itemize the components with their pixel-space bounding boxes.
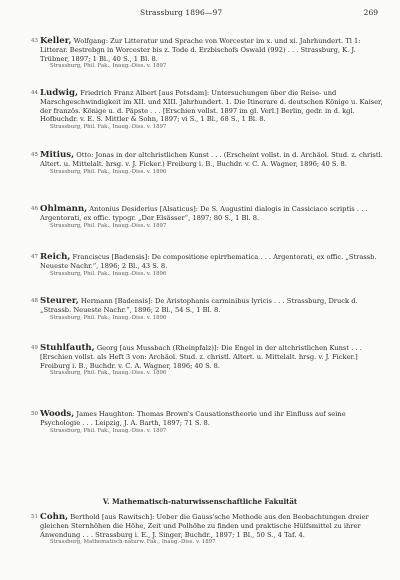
entry-source: Strassburg, Phil. Fak., Inaug.-Diss. v. 1896 [50, 314, 167, 321]
entry-source: Strassburg, Phil. Fak., Inaug.-Diss. v. 1897 [50, 63, 167, 70]
entry [31, 296, 385, 322]
entry-text: James Haughton: Thomas Brown's Causationstheorie und ihr Einfluss auf seine Psychologie . . . Leipzig, J. A. Barth, 1897; 71 S. 8. [40, 410, 346, 427]
entry [31, 343, 385, 377]
entry-number: 44 [31, 90, 38, 96]
entry-number: 49 [31, 345, 38, 351]
entry-text: Georg [aus Mussbach (Rheinpfalz)]: Die Engel in der altchristlichen Kunst . . . [Erschien vollst. als Heft 3 von: Archäol. Stud. z. christl. Altert. u. Mittelalt. hrsg. v. J. Ficker.] Freiburg i. B., Buchdr. v. C. A. Wagner, 1896; 40 S. 8. [40, 344, 362, 370]
entry-author: Mitius, [40, 150, 75, 160]
entry [31, 204, 385, 230]
entry-text: Hermann [Badensis]: De Aristophanis carminibus lyricis . . . Strassburg, Druck d. „Strassb. Neueste Nachr.“, 1896; 2 Bl., 54 S., 1 Bl. 8. [40, 297, 358, 314]
entry-number: 50 [31, 411, 38, 417]
running-title: Strassburg 1896—97 [140, 8, 223, 17]
section-heading: V. Mathematisch-naturwissenschaftliche Fakultät [102, 497, 298, 506]
entry-source: Strassburg, Phil. Fak., Inaug.-Diss. v. 1896 [50, 270, 167, 277]
page-header [0, 6, 400, 20]
entry-author: Woods, [40, 409, 75, 419]
entry-text: Friedrich Franz Albert [aus Potsdam]: Untersuchungen über die Reise- und Marschgeschwindigkeit im XII. und XIII. Jahrhundert. 1. Die Itinerare d. deutschen Könige u. Kaiser, der franzōs. Könige u. d. Päpste . . . [Erschien vollst. 1897 im gl. Verl.] Berlin, gedr. in d. kgl. Hofbuchdr. v. E. S. Mittler & Sohn, 1897; vi S., 1 Bl., 68 S., 1 Bl. 8. [40, 89, 383, 124]
entry-source: Strassburg, Phil. Fak., Inaug.-Diss. v. 1896 [50, 370, 167, 377]
entry-number: 51 [31, 514, 38, 520]
entry-author: Ohlmann, [40, 204, 88, 214]
entry-source: Strassburg, Phil. Fak., Inaug.-Diss. v. 1897 [50, 222, 167, 229]
entry-author: Reich, [40, 252, 71, 262]
entry-number: 46 [31, 206, 38, 212]
entry [31, 512, 385, 546]
entry-text: Otto: Jonas in der altchristlichen Kunst . . . (Erscheint vollst. in d. Archäol. Stud. z. christl. Altert. u. Mittelalt. hrsg. v. J. Ficker.) Freiburg i. B., Buchdr. v. C. A. Wagner, 1896; 40 S. 8. [40, 151, 383, 168]
entry-author: Cohn, [40, 512, 69, 522]
entry-text: Berthold [aus Rawitsch]: Ueber die Gauss'sche Methode aus den Beobachtungen dreier gleichen Sternhöhen die Höhe, Zeit und Polhöhe zu finden und praktische Hülfsmittel zu ihrer Anwendung . . . Strassburg i. E., J. Singer, Buchdr., 1897; 1 Bl., 50 S., 4 Taf. 4. [40, 513, 369, 539]
entry-author: Steurer, [40, 296, 79, 306]
entry-author: Stuhlfauth, [40, 343, 95, 353]
entry-number: 43 [31, 38, 38, 44]
entry [31, 36, 385, 70]
entry-text: Franciscus [Badensis]: De compositione epirrhematica . . . Argentorati, ex offic. „Strassb. Neueste Nachr.“, 1896; 2 Bl., 43 S. 8. [40, 253, 377, 270]
entry-source: Strassburg, Phil. Fak., Inaug.-Diss. v. 1897 [50, 427, 167, 434]
entry [31, 150, 385, 176]
page-number: 269 [363, 8, 378, 17]
entry-number: 45 [31, 152, 38, 158]
entry-source: Strassburg, Phil. Fak., Inaug.-Diss. v. 1897 [50, 124, 167, 131]
entry-text: Wolfgang: Zur Litteratur und Sprache von Worcester im x. und xi. Jahrhundert. Tl 1: Litterar. Bestrebgn in Worcester bis z. Tode d. Erzbischofs Oswald (992) . . . Strassburg, K. J. Trübner, 1897; 1 Bl., 40 S., 1 Bl. 8. [40, 37, 361, 63]
entry-number: 47 [31, 254, 38, 260]
entry-source: Strassburg, Phil. Fak., Inaug.-Diss. v. 1896 [50, 168, 167, 175]
entry-text: Antonius Desiderius [Alsaticus]: De S. Augustini dialogis in Cassiciaco scriptis . . . Argentorati, ex offic. typogr. „Der Elsässer“, 1897; 80 S., 1 Bl. 8. [40, 205, 368, 222]
entry [31, 252, 385, 278]
entry [31, 409, 385, 435]
entry-author: Ludwig, [40, 88, 78, 98]
entry-number: 48 [31, 298, 38, 304]
entry-author: Keller, [40, 36, 72, 46]
entry [31, 88, 385, 131]
entry-source: Strassburg, Mathematisch-naturw. Fak., Inaug.-Diss. v. 1897 [50, 539, 216, 546]
